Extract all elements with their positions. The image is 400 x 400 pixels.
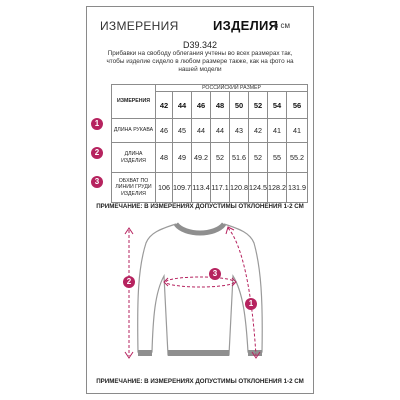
size-col-header: 56 bbox=[287, 92, 308, 119]
table-cell: 49 bbox=[173, 143, 192, 173]
diagram-marker-length: 2 bbox=[123, 276, 135, 288]
size-col-header: 52 bbox=[249, 92, 268, 119]
size-group-label: РОССИЙСКИЙ РАЗМЕР bbox=[156, 85, 308, 92]
diagram-marker-sleeve: 1 bbox=[245, 298, 257, 310]
table-cell: 120.8 bbox=[230, 173, 249, 203]
table-cell: 51.6 bbox=[230, 143, 249, 173]
diagram-marker-chest: 3 bbox=[209, 268, 221, 280]
row-label: ДЛИНА ИЗДЕЛИЯ bbox=[112, 143, 156, 173]
table-cell: 41 bbox=[287, 119, 308, 143]
table-cell: 109.7 bbox=[173, 173, 192, 203]
tolerance-note-bottom: ПРИМЕЧАНИЕ: В ИЗМЕРЕНИЯХ ДОПУСТИМЫ ОТКЛОНЕНИЯ 1-2 СМ bbox=[96, 378, 304, 385]
marker-chest-girth: 3 bbox=[91, 176, 103, 188]
table-cell: 131.9 bbox=[287, 173, 308, 203]
table-cell: 52 bbox=[249, 143, 268, 173]
table-cell: 48 bbox=[156, 143, 173, 173]
table-cell: 42 bbox=[249, 119, 268, 143]
table-cell: 49.2 bbox=[192, 143, 211, 173]
table-cell: 113.4 bbox=[192, 173, 211, 203]
title-unit: в см bbox=[274, 21, 290, 30]
size-col-header: 48 bbox=[211, 92, 230, 119]
title-light: ИЗМЕРЕНИЯ bbox=[100, 19, 179, 33]
left-cuff bbox=[138, 350, 152, 356]
row-label: ДЛИНА РУКАВА bbox=[112, 119, 156, 143]
table-cell: 124.5 bbox=[249, 173, 268, 203]
table-cell: 128.2 bbox=[268, 173, 287, 203]
measure-line-length bbox=[125, 228, 133, 358]
size-col-header: 44 bbox=[173, 92, 192, 119]
marker-sleeve-length: 1 bbox=[91, 118, 103, 130]
table-cell: 43 bbox=[230, 119, 249, 143]
table-cell: 52 bbox=[211, 143, 230, 173]
table-cell: 44 bbox=[211, 119, 230, 143]
table-cell: 41 bbox=[268, 119, 287, 143]
marker-garment-length: 2 bbox=[91, 147, 103, 159]
table-cell: 117.1 bbox=[211, 173, 230, 203]
table-cell: 106 bbox=[156, 173, 173, 203]
row-label: ОБХВАТ ПО ЛИНИИ ГРУДИ ИЗДЕЛИЯ bbox=[112, 173, 156, 203]
table-cell: 55.2 bbox=[287, 143, 308, 173]
size-col-header: 42 bbox=[156, 92, 173, 119]
tolerance-note: ПРИМЕЧАНИЕ: В ИЗМЕРЕНИЯХ ДОПУСТИМЫ ОТКЛОНЕНИЯ 1-2 СМ bbox=[96, 203, 304, 210]
table-cell: 46 bbox=[156, 119, 173, 143]
size-col-header: 50 bbox=[230, 92, 249, 119]
param-header: ИЗМЕРЕНИЯ bbox=[112, 85, 156, 119]
size-col-header: 54 bbox=[268, 92, 287, 119]
fit-note: Прибавки на свободу облегания учтены во всех размерах так, чтобы изделие сидело в любом размере также, как на фото на нашей модели bbox=[106, 50, 294, 73]
title-bold: ИЗДЕЛИЯ bbox=[213, 18, 279, 33]
sweater-outline bbox=[138, 224, 263, 355]
table-cell: 45 bbox=[173, 119, 192, 143]
model-code: D39.342 bbox=[182, 40, 218, 50]
size-col-header: 46 bbox=[192, 92, 211, 119]
table-cell: 44 bbox=[192, 119, 211, 143]
table-cell: 55 bbox=[268, 143, 287, 173]
hem-rib bbox=[168, 350, 229, 356]
